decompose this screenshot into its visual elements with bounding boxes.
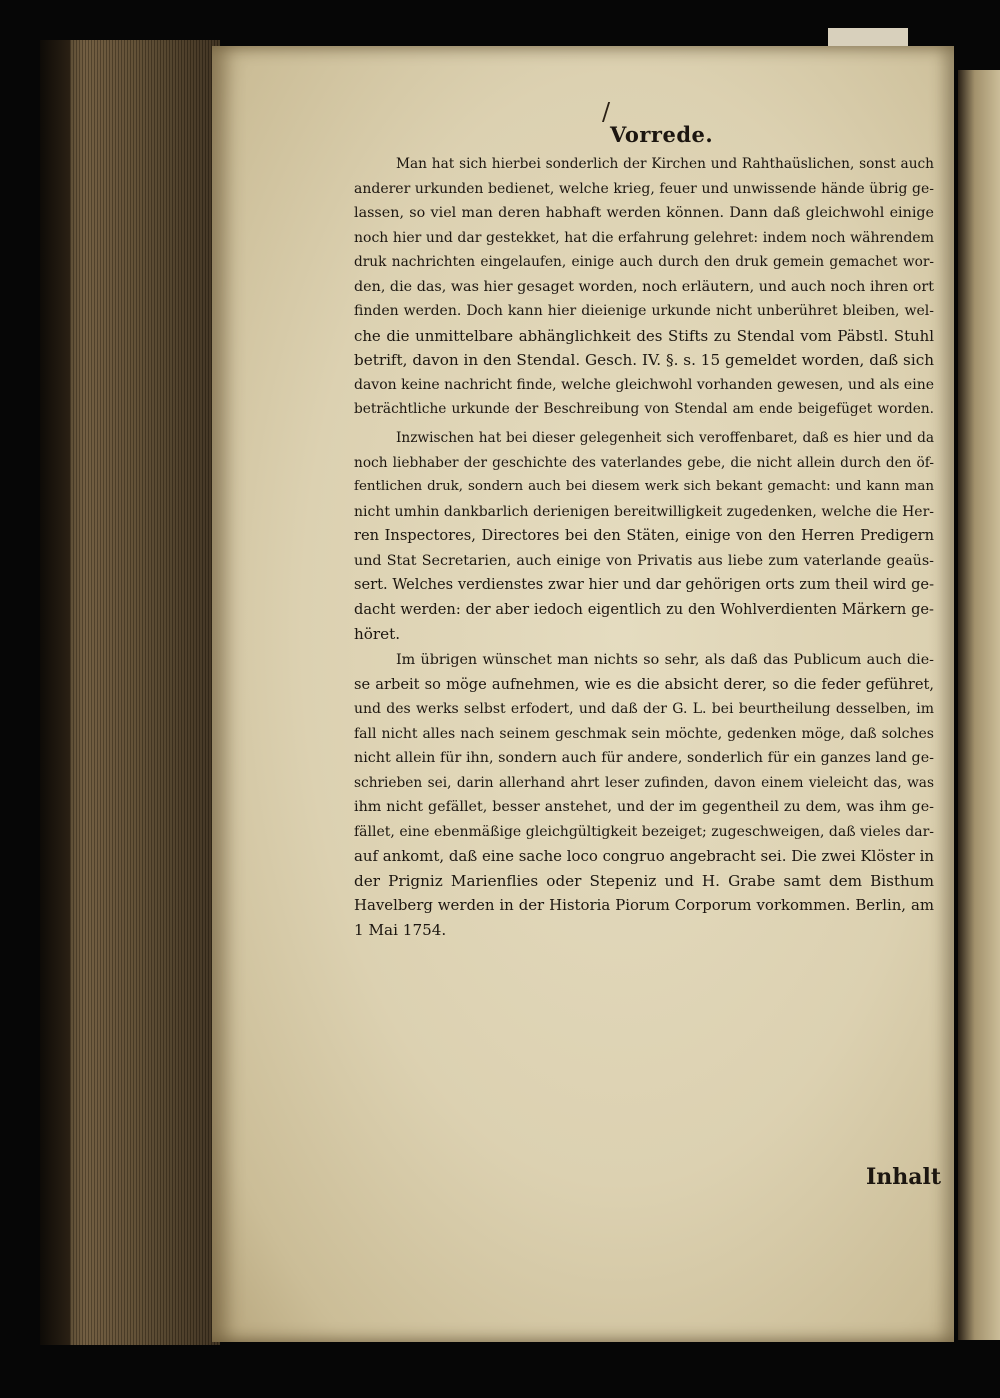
text-line: dacht werden: der aber iedoch eigentlich zu den Wohlverdienten Märkern ge- [354,600,934,618]
text-line: anderer urkunden bedienet, welche krieg, feuer und unwissende hände übrig ge- [354,180,934,197]
text-line: se arbeit so möge aufnehmen, wie es die absicht derer, so die feder geführet, [354,675,934,693]
text-line: Im übrigen wünschet man nichts so sehr, als daß das Publicum auch die- [396,652,934,668]
text-line: fentlichen druk, sondern auch bei diesem werk sich bekant gemacht: und kann man [354,479,934,494]
text-line: und Stat Secretarien, auch einige von Privatis aus liebe zum vaterlande geaüs- [354,552,934,569]
text-line: schrieben sei, darin allerhand ahrt leser zufinden, davon einem vieleicht das, was [354,774,934,791]
text-line: ihm nicht gefället, besser anstehet, und der im gegentheil zu dem, was ihm ge- [354,799,934,815]
text-line: davon keine nachricht finde, welche gleichwohl vorhanden gewesen, und als eine [354,376,934,393]
text-line: auf ankomt, daß eine sache loco congruo angebracht sei. Die zwei Klöster in [354,847,934,865]
text-line: noch hier und dar gestekket, hat die erfahrung gelehret: indem noch währendem [354,229,934,246]
text-line: beträchtliche urkunde der Beschreibung von Stendal am ende beigefüget worden. [354,401,934,417]
page-heading: Vorrede. [610,122,714,147]
text-line: den, die das, was hier gesaget worden, noch erläutern, und auch noch ihren ort [354,278,934,295]
text-line: Man hat sich hierbei sonderlich der Kirchen und Rahthaüslichen, sonst auch [396,156,934,172]
text-line: che die unmittelbare abhänglichkeit des Stifts zu Stendal vom Päbstl. Stuhl [354,326,934,345]
text-line: nicht umhin dankbarlich derienigen bereitwilligkeit zugedenken, welche die Her- [354,503,934,520]
book-spine-shadow [40,40,70,1345]
text-line: noch liebhaber der geschichte des vaterlandes gebe, die nicht allein durch den öf- [354,454,934,471]
page-mark: / [602,98,611,126]
text-line: ren Inspectores, Directores bei den Stäten, einige von den Herren Predigern [354,527,934,544]
text-line: 1 Mai 1754. [354,920,447,939]
text-line: druk nachrichten eingelaufen, einige auch durch den druk gemein gemachet wor- [354,254,934,270]
text-line: sert. Welches verdienstes zwar hier und dar gehörigen orts zum theil wird ge- [354,576,934,593]
text-line: höret. [354,625,401,643]
facing-page-edge [958,70,1000,1340]
text-line: finden werden. Doch kann hier dieienige urkunde nicht unberühret bleiben, wel- [354,303,934,319]
text-line: Havelberg werden in der Historia Piorum Corporum vorkommen. Berlin, am [354,896,934,914]
text-line: fället, eine ebenmäßige gleichgültigkeit bezeiget; zugeschweigen, daß vieles dar- [354,823,934,840]
text-line: fall nicht alles nach seinem geschmak sein möchte, gedenken möge, daß solches [354,725,934,742]
text-line: und des werks selbst erfodert, und daß der G. L. bei beurtheilung desselben, im [354,701,934,717]
catchword: Inhalt [866,1164,942,1190]
text-line: nicht allein für ihn, sondern auch für andere, sonderlich für ein ganzes land ge- [354,750,934,766]
text-line: betrift, davon in den Stendal. Gesch. IV. §. s. 15 gemeldet worden, daß sich [354,351,934,369]
text-line: lassen, so viel man deren habhaft werden können. Dann daß gleichwohl einige [354,205,934,221]
text-line: Inzwischen hat bei dieser gelegenheit sich veroffenbaret, daß es hier und da [396,430,934,446]
text-line: der Prigniz Marienflies oder Stepeniz und H. Grabe samt dem Bisthum [354,871,934,890]
